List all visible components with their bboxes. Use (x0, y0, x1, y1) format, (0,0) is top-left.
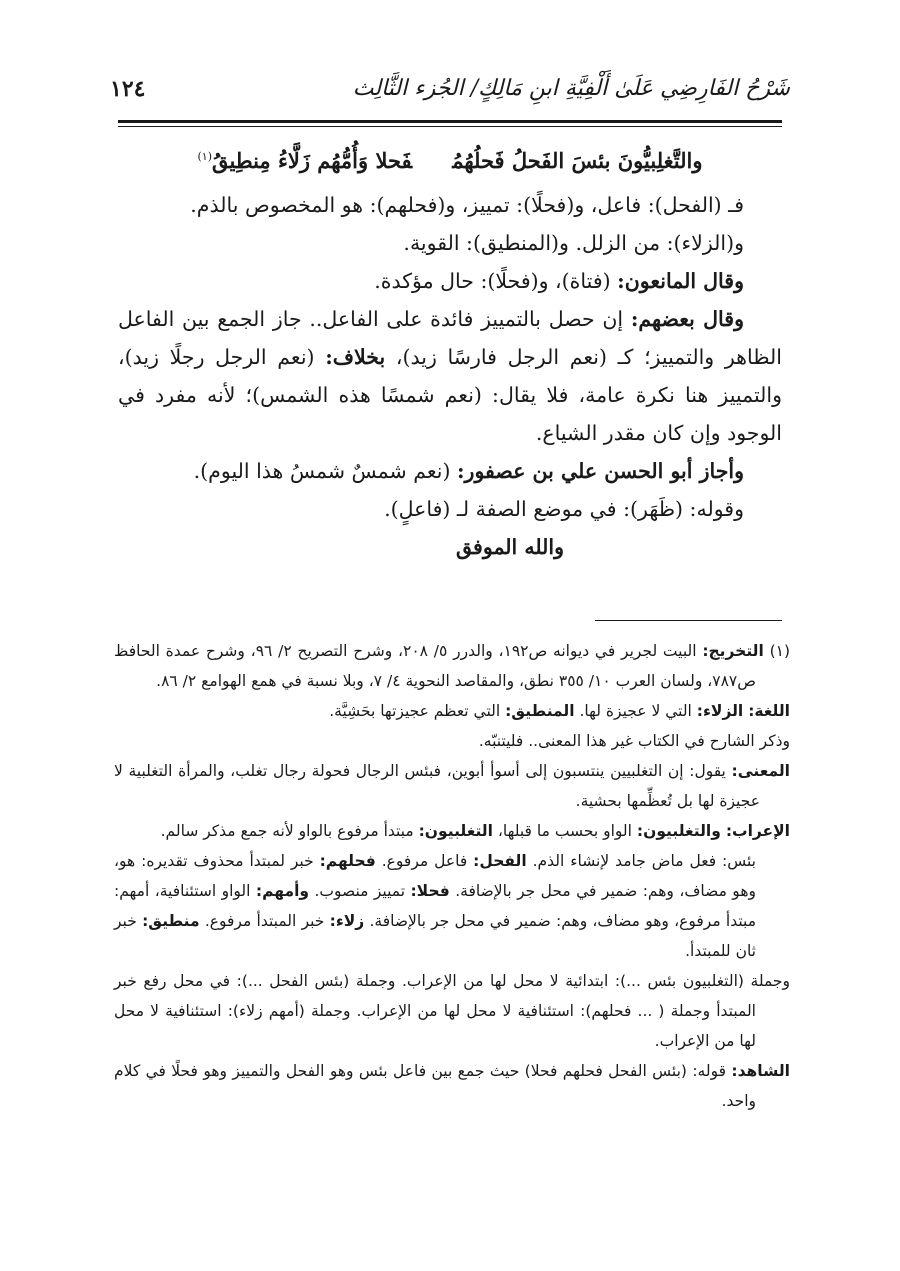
paragraph-4-text-2: (نعم الرجل رجلًا زيد)، والتمييز هنا نكرة عامة، فلا يقال: (نعم شمسًا هذه الشمس)؛ لأنه مفرد في الوجود وإن كان مقدر الشياع. (118, 345, 782, 445)
closing-phrase: والله الموفق (455, 535, 564, 559)
paragraph-4-lead: وقال بعضهم: (630, 307, 744, 331)
paragraph-4-contrast: بخلاف: (325, 345, 386, 369)
paragraph-1: فـ (الفحل): فاعل، و(فحلًا): تمييز، و(فحلهم): هو المخصوص بالذم. (190, 193, 744, 217)
verse-hemistich-2: فَحلا وَأُمُّهُم زَلَّاءُ مِنطِيقُ (212, 148, 413, 173)
header-rule-thick (118, 120, 782, 123)
footnote-takhrij (114, 636, 790, 696)
footnote-jumla: وجملة (التغلبيون بئس ...): ابتدائية لا محل لها من الإعراب. وجملة (بئس الفحل ...): في محل رفع خبر المبتدأ وجملة ( ... فحلهم): استئنافية لا محل لها من الإعراب. وجملة (أمهم زلاء): استئنافية لا محل لها من الإعراب. (114, 972, 790, 1050)
lugha-zalla-label: الزلاء: (696, 702, 744, 720)
irab-word: والتغلبيون: (636, 822, 721, 840)
footnote-mana (114, 756, 790, 816)
footnote-separator (595, 620, 782, 621)
verse-hemistich-1: والتَّغلِبيُّونَ بئسَ الفَحلُ فَحلُهُمُ (452, 148, 703, 173)
page-header (110, 70, 790, 120)
paragraph-5-lead: وأجاز أبو الحسن علي بن عصفور: (456, 459, 744, 483)
lugha-zalla: التي لا عجيزة لها. (574, 702, 697, 720)
irab-text-3: بئس: فعل ماض جامد لإنشاء الذم. (526, 852, 756, 870)
page-number: ١٢٤ (110, 76, 146, 102)
footnote-number: (١) (769, 642, 791, 660)
lugha-mintiq-label: المنطيق: (505, 702, 575, 720)
running-title: شَرْحُ الفَارِضِي عَلَىٰ أَلْفِيَّةِ ابنِ مَالِكٍ/ الجُزء الثَّالِث (352, 76, 790, 101)
footnote-shahid (114, 1056, 790, 1116)
footnote-irab-2 (114, 846, 790, 966)
paragraph-3-text: (فتاة)، و(فحلًا): حال مؤكدة. (374, 269, 618, 293)
irab-2-label: التغلبيون: (418, 822, 493, 840)
header-rule-thin (118, 126, 782, 127)
lugha-label: اللغة: (748, 702, 790, 720)
irab-zalla-label: زلاء: (329, 912, 365, 930)
paragraph-3 (118, 262, 782, 300)
irab-text-2: مبتدأ مرفوع بالواو لأنه جمع مذكر سالم. (160, 822, 419, 840)
paragraph-6: وقوله: (ظَهَر): في موضع الصفة لـ (فاعلٍ). (384, 497, 744, 521)
paragraph-4-text-1: إن حصل بالتمييز فائدة على الفاعل.. جاز الجمع بين الفاعل الظاهر والتمييز؛ كـ (نعم الرجل فارسًا زيد)، (118, 307, 782, 369)
footnote-note: وذكر الشارح في الكتاب غير هذا المعنى.. فليتنبّه. (478, 732, 790, 750)
footnotes (114, 636, 790, 1116)
irab-fahl: فاعل مرفوع. (375, 852, 474, 870)
footnote-ref[interactable]: (١) (197, 150, 212, 163)
irab-fahla: تمييز منصوب. (309, 882, 411, 900)
shahid-text: قوله: (بئس الفحل فحلهم فحلا) حيث جمع بين فاعل بئس وهو الفحل والتمييز وهو فحلًا في كلام واحد. (114, 1062, 756, 1110)
irab-umm: الواو استئنافية، أمهم: مبتدأ مرفوع، وهو مضاف، وهم: ضمير في محل جر بالإضافة. (114, 882, 756, 930)
irab-mintiq-label: منطيق: (142, 912, 200, 930)
mana-label: المعنى: (731, 762, 790, 780)
irab-fahla-label: فحلا: (410, 882, 450, 900)
lugha-mintiq: التي تعظم عجيزتها بحَشِيَّة. (329, 702, 506, 720)
mana-text: يقول: إن التغلبيين ينتسبون إلى أسوأ أبوين، فبئس الرجال فحولة رجال تغلب، والمرأة التغلبية لا عجيزة لها بل تُعظِّمها بحشية. (114, 762, 760, 810)
footnote-irab-1 (114, 816, 790, 846)
poetry-verse (118, 138, 782, 180)
paragraph-4 (118, 300, 782, 452)
shahid-label: الشاهد: (731, 1062, 790, 1080)
takhrij-text: البيت لجرير في ديوانه ص١٩٢، والدرر ٥/ ٢٠٨، وشرح التصريح ٢/ ٩٦، وشرح عمدة الحافظ ص٧٨٧، ولسان العرب ١٠/ ٣٥٥ نطق، والمقاصد النحوية ٤/ ٧، وبلا نسبة في همع الهوامع ٢/ ٨٦. (114, 642, 756, 690)
irab-fahluhum: خبر لمبتدأ محذوف تقديره: هو، وهو مضاف، وهم: ضمير في محل جر بالإضافة. (114, 852, 756, 900)
main-text (118, 134, 782, 566)
irab-text-1: الواو بحسب ما قبلها، (492, 822, 637, 840)
irab-fahluhum-label: فحلهم: (319, 852, 376, 870)
paragraph-3-lead: وقال المانعون: (617, 269, 744, 293)
irab-zalla: خبر المبتدأ مرفوع. (199, 912, 330, 930)
paragraph-5 (118, 452, 782, 490)
footnote-lugha (114, 696, 790, 726)
paragraph-5-text: (نعم شمسٌ شمسُ هذا اليوم). (193, 459, 457, 483)
irab-fahl-label: الفحل: (473, 852, 527, 870)
irab-umm-label: وأمهم: (255, 882, 310, 900)
irab-label: الإعراب: (725, 822, 790, 840)
takhrij-label: التخريج: (702, 642, 764, 660)
paragraph-2: و(الزلاء): من الزلل. و(المنطيق): القوية. (403, 231, 744, 255)
irab-mintiq: خبر ثان للمبتدأ. (114, 912, 756, 960)
